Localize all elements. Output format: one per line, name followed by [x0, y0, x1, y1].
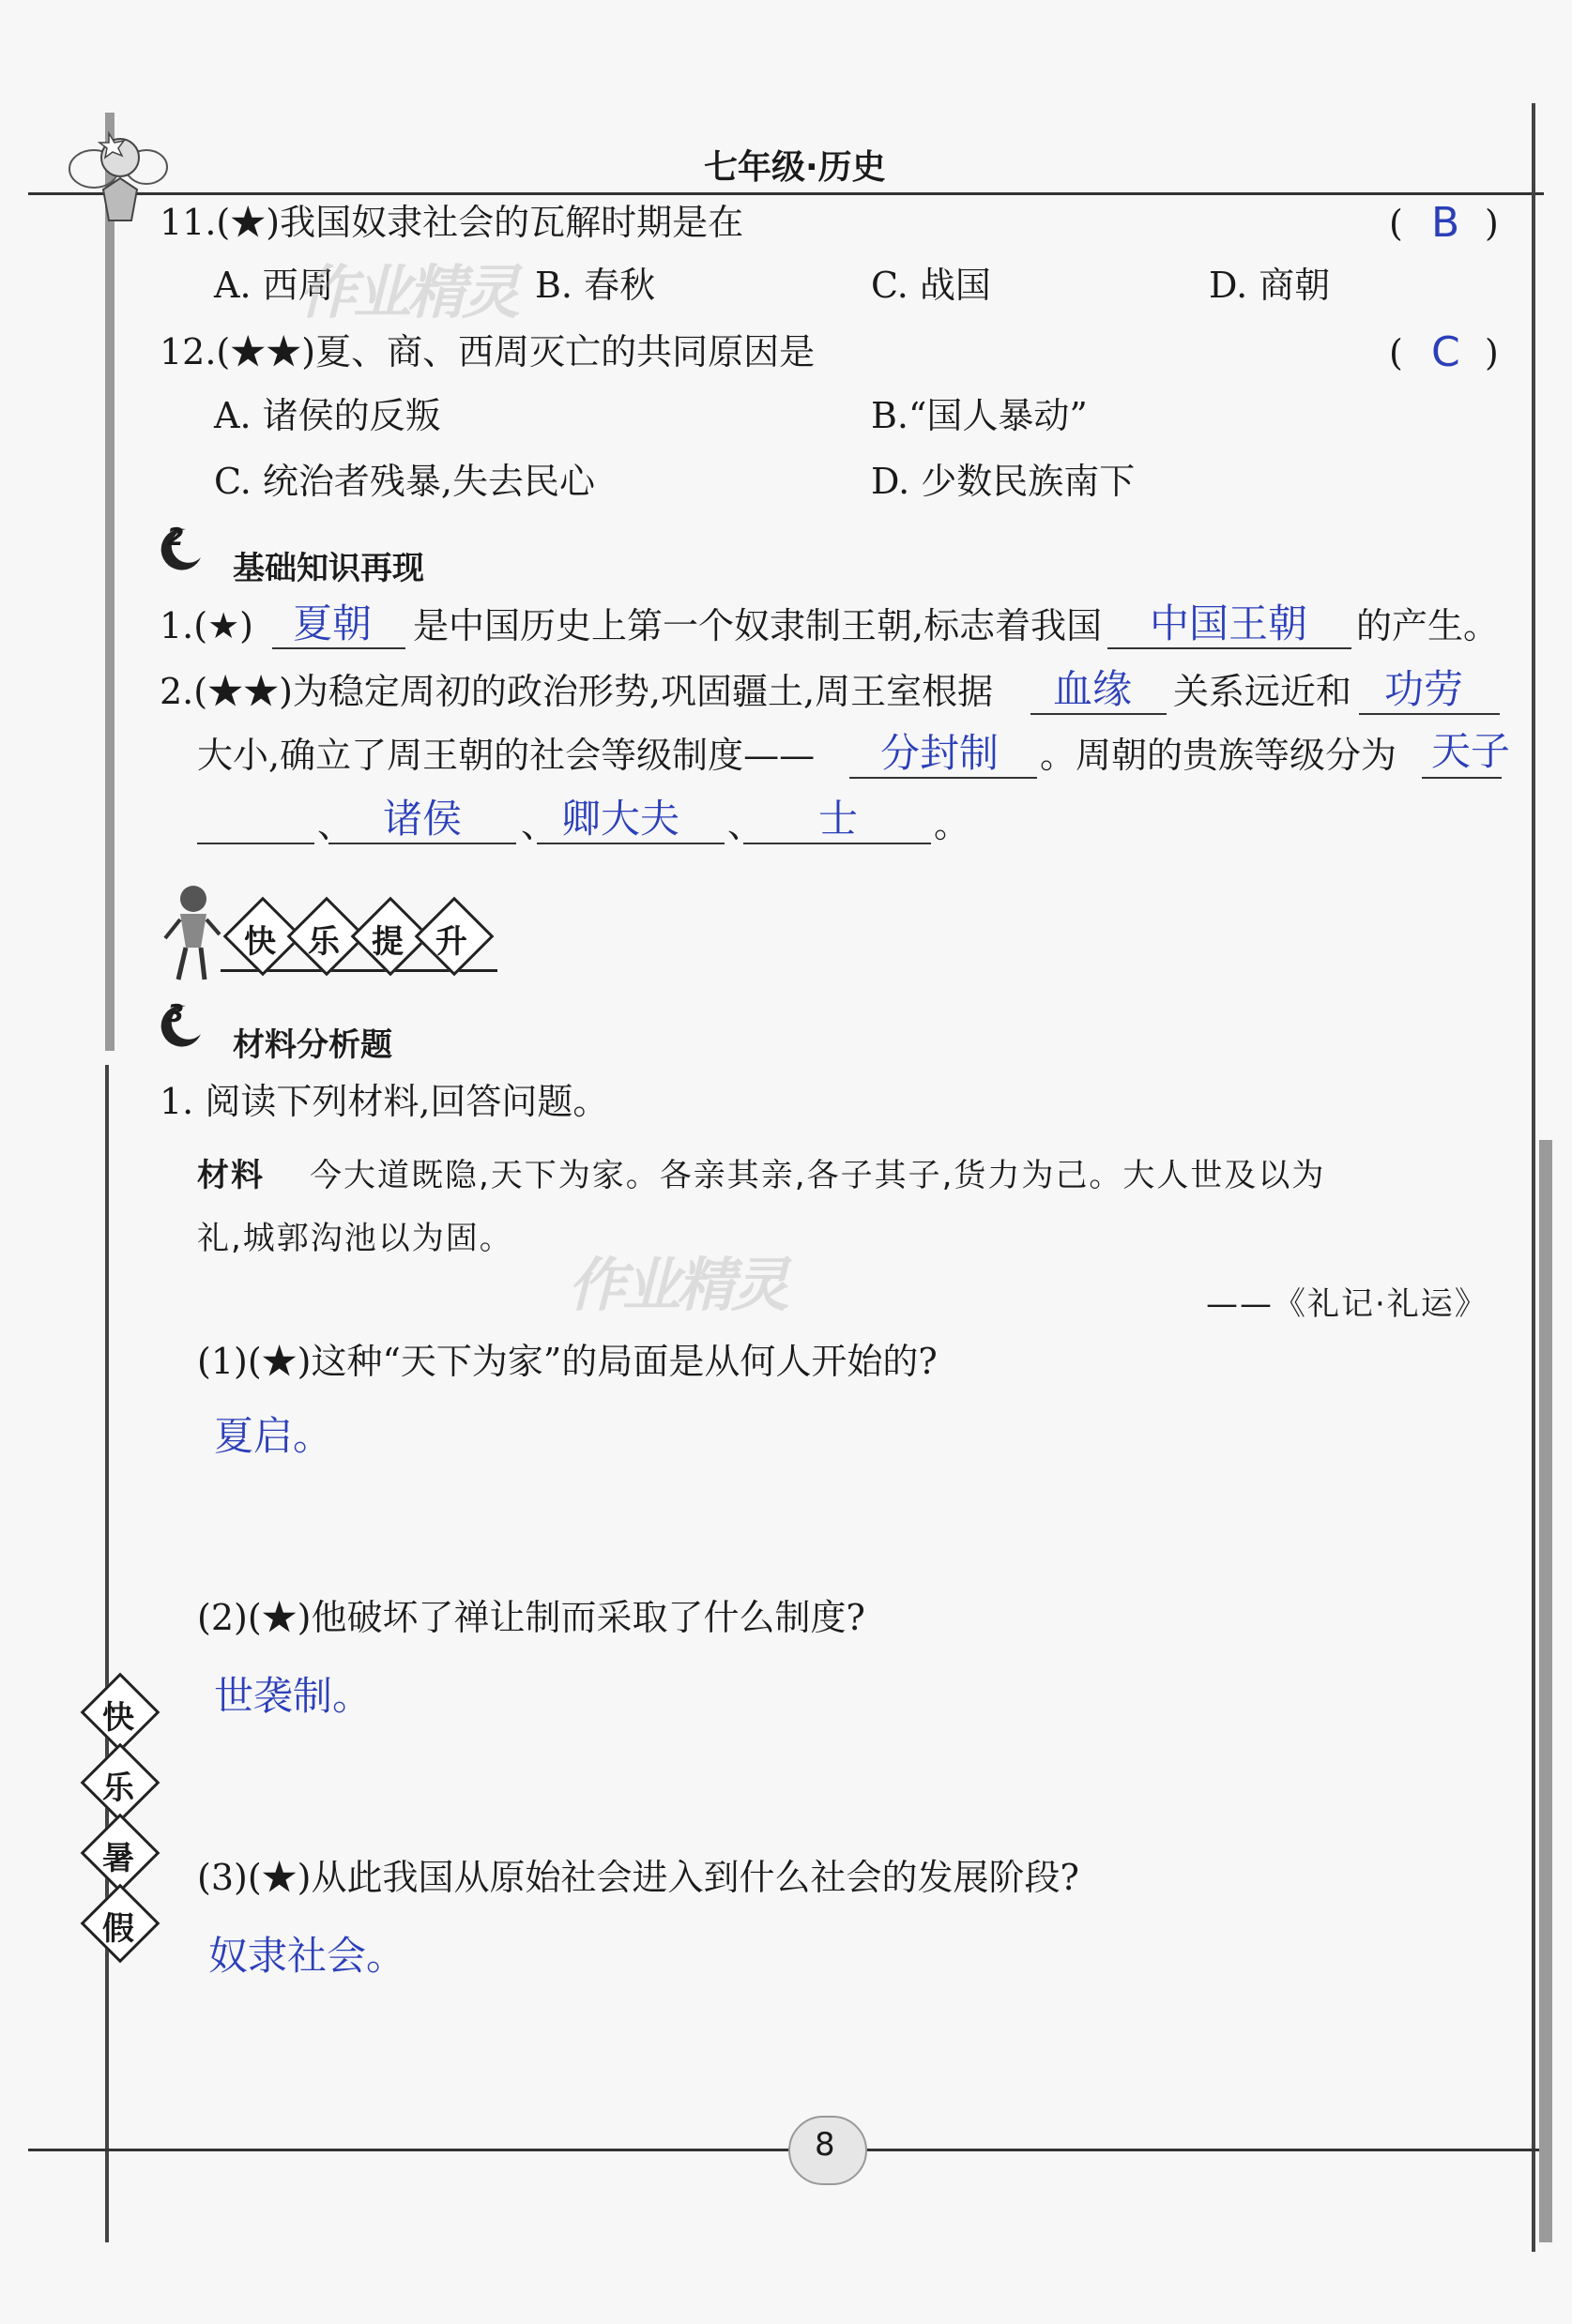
- banner-char-2: 乐: [308, 923, 340, 961]
- side-tab-char-4: 假: [102, 1910, 134, 1948]
- q3-answer2: 世袭制。: [214, 1673, 373, 1719]
- watermark-middle: 作业精灵: [568, 1251, 786, 1319]
- q12-stem: 12.(★★)夏、商、西周灭亡的共同原因是: [160, 331, 816, 372]
- f2-answer-qingdafu: 卿大夫: [561, 796, 680, 842]
- f1-text: 是中国历史上第一个奴隶制王朝,标志着我国: [413, 605, 1103, 646]
- section2-title: 基础知识再现: [233, 550, 424, 587]
- q11-option-a: A. 西周: [214, 265, 334, 306]
- q12-option-d: D. 少数民族南下: [871, 461, 1136, 502]
- q3-sub3: (3)(★)从此我国从原始社会进入到什么社会的发展阶段?: [197, 1857, 1079, 1898]
- section2-number: 2: [167, 524, 185, 552]
- f2-answer-shi: 士: [818, 796, 859, 842]
- q11-answer: B: [1431, 199, 1460, 247]
- fairy-mascot-icon: [66, 122, 169, 230]
- q3-stem: 1. 阅读下列材料,回答问题。: [160, 1081, 609, 1122]
- f2-sep-1: 、: [317, 804, 354, 845]
- q3-sub2: (2)(★)他破坏了禅让制而采取了什么制度?: [197, 1597, 865, 1638]
- f1-answer-2: 中国王朝: [1150, 600, 1308, 646]
- banner-char-3: 提: [372, 923, 404, 961]
- side-tab-char-1: 快: [102, 1699, 134, 1737]
- f2-answer-system: 分封制: [880, 730, 1000, 776]
- f2-line2b: 。周朝的贵族等级分为: [1040, 735, 1397, 776]
- f2-answer-blood: 血缘: [1053, 666, 1133, 712]
- f1-answer-1: 夏朝: [293, 600, 373, 646]
- f2-answer-zhuhou: 诸侯: [383, 796, 463, 842]
- q12-answer: C: [1431, 328, 1460, 376]
- f2-answer-merit: 功劳: [1384, 666, 1464, 712]
- q12-paren-close: ): [1485, 332, 1499, 373]
- banner-char-1: 快: [244, 923, 276, 961]
- page-number: 8: [815, 2126, 835, 2164]
- f2-answer-tianzi: 天子: [1431, 728, 1511, 774]
- q11-paren-close: ): [1485, 203, 1499, 244]
- f2-line2a: 大小,确立了周王朝的社会等级制度——: [197, 735, 816, 776]
- side-tab-char-2: 乐: [102, 1770, 134, 1807]
- header-title: 七年级·历史: [704, 148, 886, 187]
- q3-material-line1: 今大道既隐,天下为家。各亲其亲,各子其子,货力为己。大人世及以为: [310, 1157, 1326, 1194]
- q3-answer3: 奴隶社会。: [208, 1933, 406, 1979]
- f2-sep-3: 、: [727, 804, 764, 845]
- section3-title: 材料分析题: [233, 1026, 392, 1064]
- q3-answer1: 夏启。: [214, 1413, 333, 1459]
- f2-end: 。: [934, 804, 970, 845]
- banner-char-4: 升: [435, 923, 467, 961]
- q3-source: ——《礼记·礼运》: [1206, 1285, 1488, 1323]
- section3-number: 3: [167, 1000, 185, 1028]
- f2-line1b: 关系远近和: [1173, 671, 1352, 712]
- right-margin-rule: [1532, 103, 1535, 2252]
- q11-option-b: B. 春秋: [535, 265, 656, 306]
- footer-rule: [28, 2149, 1539, 2151]
- banner-kid-icon: [158, 882, 223, 985]
- left-margin-rule-lower: [105, 1065, 109, 2242]
- q12-option-b: B.“国人暴动”: [871, 395, 1088, 436]
- q12-option-c: C. 统治者残暴,失去民心: [214, 461, 595, 502]
- f2-blank-tianzi: [1422, 777, 1502, 779]
- q11-option-d: D. 商朝: [1209, 265, 1331, 306]
- f1-suffix: 的产生。: [1356, 605, 1500, 646]
- q11-paren: (: [1389, 203, 1403, 244]
- q3-material-label: 材料: [197, 1157, 265, 1194]
- q12-paren: (: [1389, 332, 1403, 373]
- f1-prefix: 1.(★): [160, 605, 253, 646]
- q12-option-a: A. 诸侯的反叛: [214, 395, 441, 436]
- q3-sub1: (1)(★)这种“天下为家”的局面是从何人开始的?: [197, 1341, 938, 1382]
- q11-option-c: C. 战国: [871, 265, 991, 306]
- header-rule: [28, 192, 1544, 195]
- q11-stem: 11.(★)我国奴隶社会的瓦解时期是在: [160, 202, 744, 243]
- f2-line1: 2.(★★)为稳定周初的政治形势,巩固疆土,周王室根据: [160, 671, 994, 712]
- side-tab-char-3: 暑: [102, 1840, 134, 1877]
- right-margin-bar: [1539, 1140, 1552, 2242]
- q3-material-line2: 礼,城郭沟池以为固。: [197, 1220, 513, 1257]
- f2-blank-tianzi-cont: [197, 843, 314, 844]
- watermark-top: 作业精灵: [298, 258, 517, 327]
- left-margin-rule: [105, 113, 114, 1051]
- f2-sep-2: 、: [521, 804, 557, 845]
